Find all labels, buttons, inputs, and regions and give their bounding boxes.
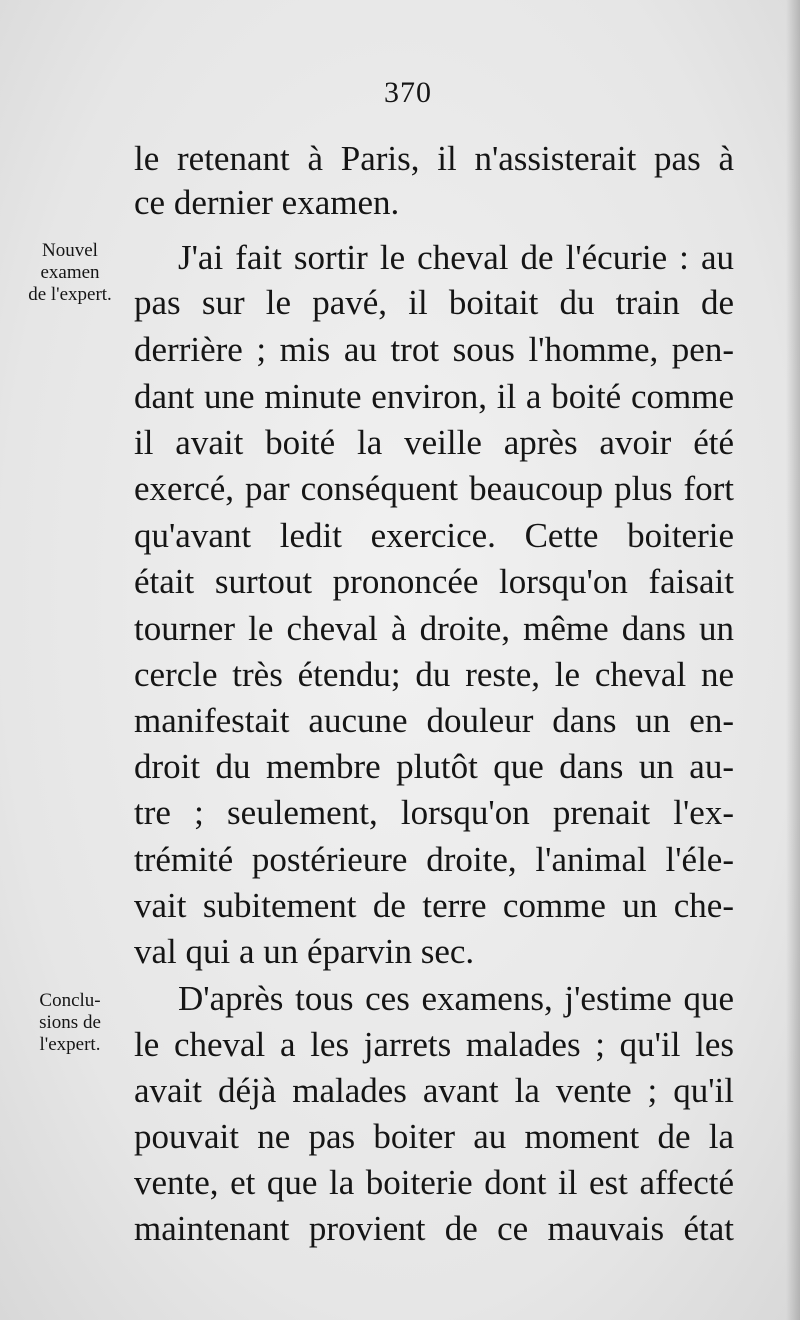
text-line: dant une minute environ, il a boité comme bbox=[134, 377, 734, 416]
text-line: le retenant à Paris, il n'assisterait pas à bbox=[134, 139, 734, 178]
margin-note-line: sions de bbox=[39, 1012, 101, 1033]
text-line: J'ai fait sortir le cheval de l'écurie : au bbox=[178, 238, 734, 277]
text-line: avait déjà malades avant la vente ; qu'il bbox=[134, 1071, 734, 1110]
margin-note-conclusions bbox=[14, 990, 126, 1056]
page-edge-shadow bbox=[786, 0, 800, 1320]
margin-note-line: Nouvel bbox=[42, 240, 98, 261]
text-line: D'après tous ces examens, j'estime que bbox=[178, 979, 734, 1018]
text-line: était surtout prononcée lorsqu'on faisait bbox=[134, 562, 734, 601]
text-line: qu'avant ledit exercice. Cette boiterie bbox=[134, 516, 734, 555]
text-line: tourner le cheval à droite, même dans un bbox=[134, 609, 734, 648]
margin-note-line: de l'expert. bbox=[28, 284, 112, 305]
text-line: cercle très étendu; du reste, le cheval ne bbox=[134, 655, 734, 694]
text-line: derrière ; mis au trot sous l'homme, pen- bbox=[134, 330, 734, 369]
page-number: 370 bbox=[384, 76, 432, 109]
text-line: maintenant provient de ce mauvais état bbox=[134, 1209, 734, 1248]
text-line: trémité postérieure droite, l'animal l'éle- bbox=[134, 840, 734, 879]
margin-note-line: l'expert. bbox=[39, 1034, 101, 1055]
text-line: vente, et que la boiterie dont il est affecté bbox=[134, 1163, 734, 1202]
text-line: le cheval a les jarrets malades ; qu'il les bbox=[134, 1025, 734, 1064]
text-line: pouvait ne pas boiter au moment de la bbox=[134, 1117, 734, 1156]
text-line: pas sur le pavé, il boitait du train de bbox=[134, 283, 734, 322]
text-line: val qui a un éparvin sec. bbox=[134, 932, 475, 971]
text-line: droit du membre plutôt que dans un au- bbox=[134, 747, 734, 786]
text-line: exercé, par conséquent beaucoup plus fort bbox=[134, 469, 734, 508]
text-line: tre ; seulement, lorsqu'on prenait l'ex- bbox=[134, 793, 734, 832]
text-line: manifestait aucune douleur dans un en- bbox=[134, 701, 734, 740]
margin-note-nouvel-examen bbox=[10, 240, 130, 306]
margin-note-line: examen bbox=[40, 262, 100, 283]
text-line: vait subitement de terre comme un che- bbox=[134, 886, 734, 925]
text-line: ce dernier examen. bbox=[134, 183, 400, 222]
margin-note-line: Conclu- bbox=[39, 990, 101, 1011]
text-line: il avait boité la veille après avoir été bbox=[134, 423, 734, 462]
